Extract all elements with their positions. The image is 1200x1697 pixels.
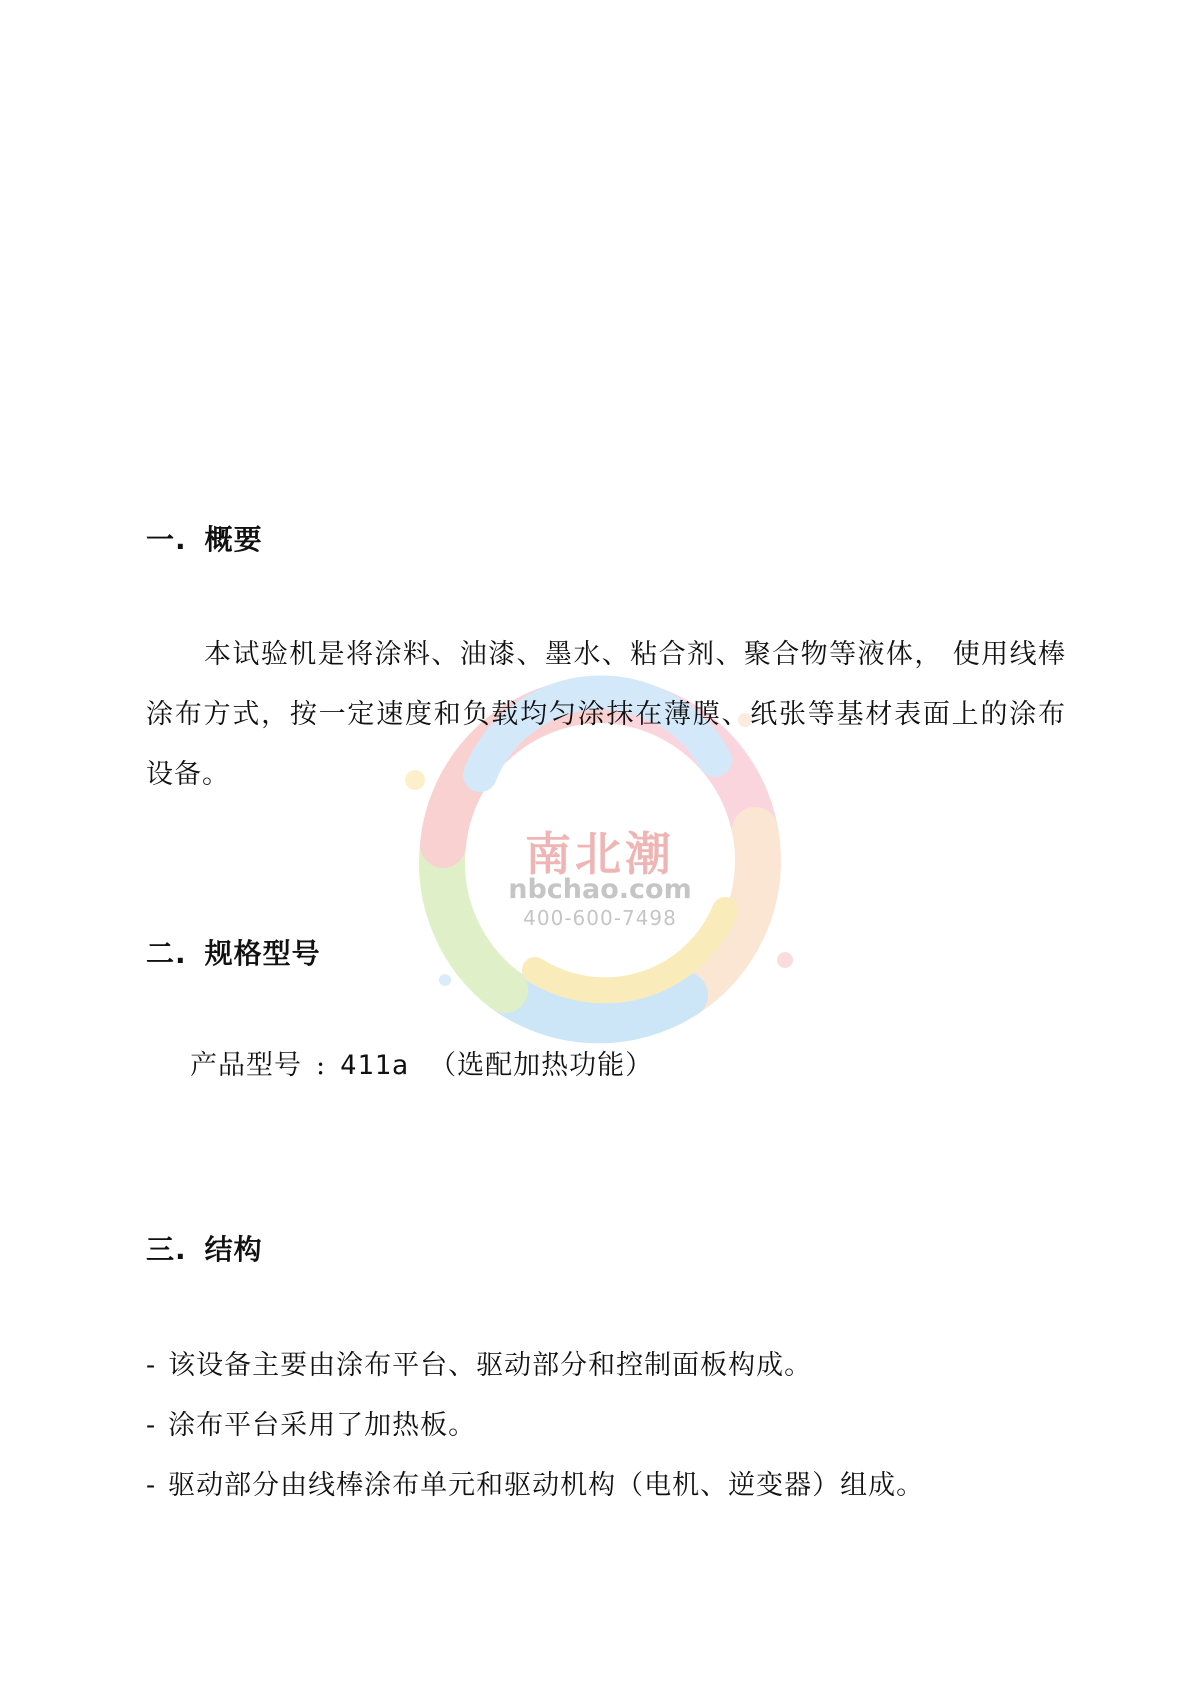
model-label: 产品型号 [190,1050,302,1081]
watermark-phone: 400-600-7498 [523,906,677,930]
bullet-dash: - [146,1470,157,1501]
bullet-dash: - [146,1350,157,1381]
section-title: 结构 [204,1233,263,1266]
structure-item-text: 该设备主要由涂布平台、驱动部分和控制面板构成。 [168,1350,813,1381]
structure-item [146,1343,812,1382]
bullet-dash: - [146,1410,157,1441]
watermark-brand: 南北潮 [525,827,675,881]
watermark-site: nbchao.com [508,874,692,905]
model-value: 411a [340,1050,410,1081]
structure-item [146,1403,476,1442]
section-number: 一. [146,523,187,556]
model-note: （选配加热功能） [429,1050,654,1081]
structure-item-text: 驱动部分由线棒涂布单元和驱动机构（电机、逆变器）组成。 [168,1470,925,1501]
overview-paragraph: 本试验机是将涂料、油漆、墨水、粘合剂、聚合物等液体， 使用线棒涂布方式，按一定速度和负载均匀涂抹在薄膜、纸张等基材表面上的涂布设备。 [146,639,1066,790]
section-title: 概要 [204,523,263,556]
model-line [190,1043,653,1082]
structure-item [146,1463,924,1502]
section-heading-structure [146,1228,263,1268]
section-number: 二. [146,937,187,970]
model-colon: : [316,1050,327,1081]
section-heading-overview [146,518,263,558]
section-number: 三. [146,1233,187,1266]
section-heading-specs [146,932,321,972]
structure-item-text: 涂布平台采用了加热板。 [168,1410,477,1441]
section-title: 规格型号 [204,937,321,970]
